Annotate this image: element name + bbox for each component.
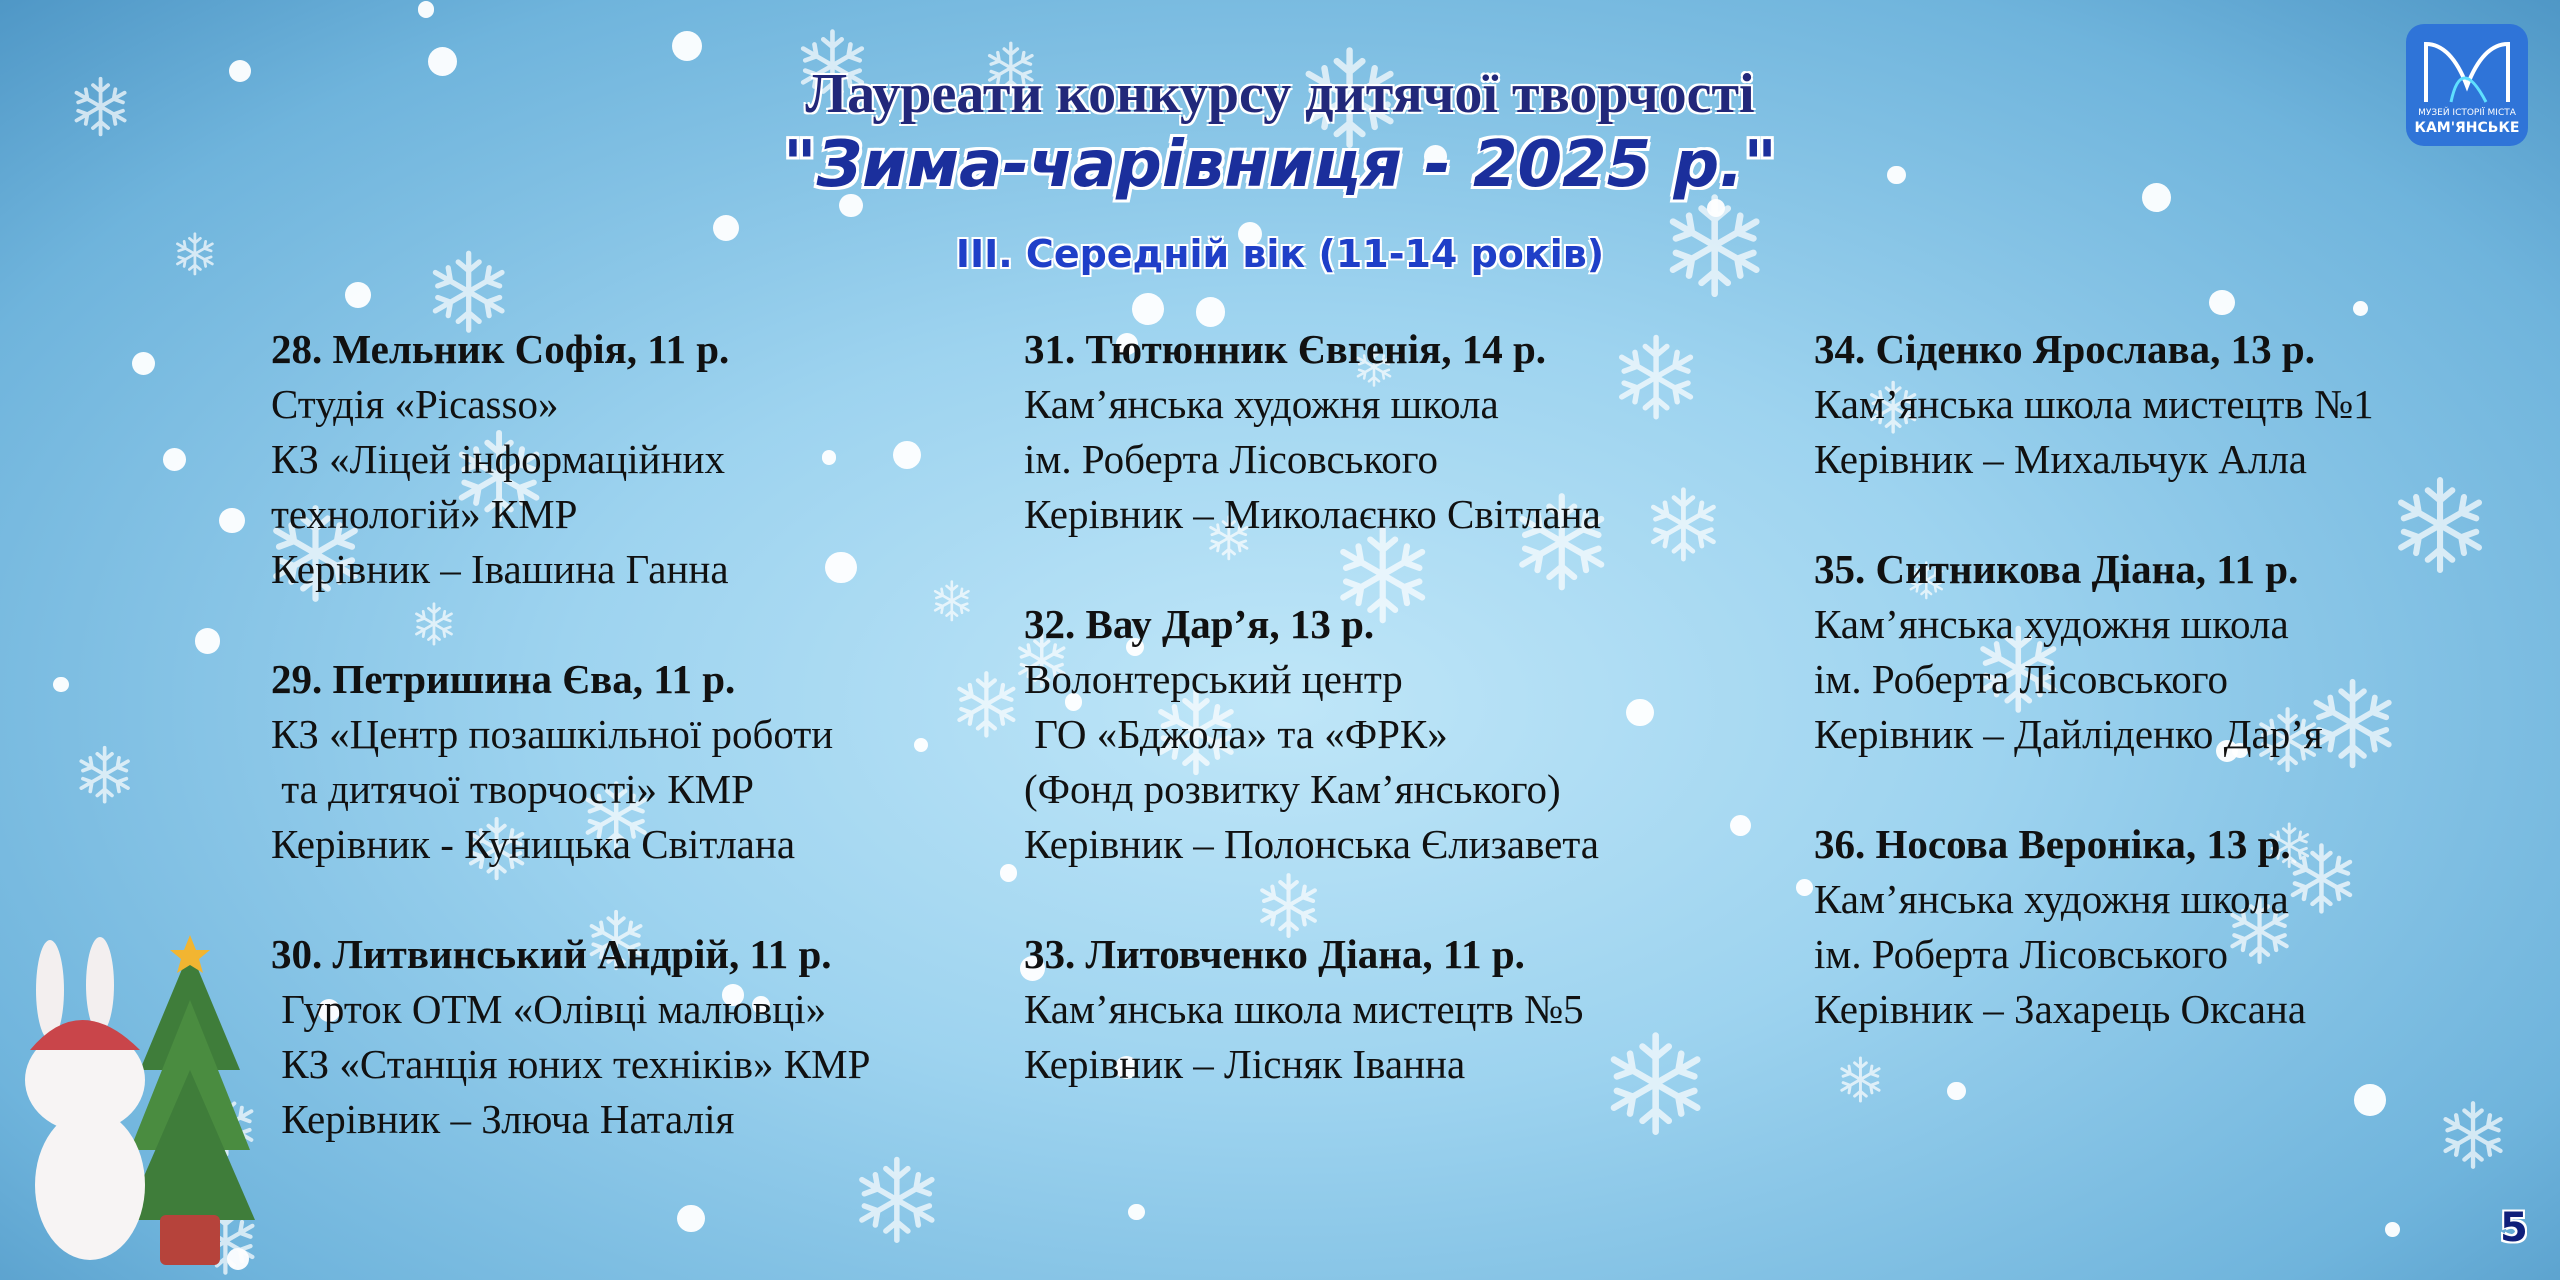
age-category: ІІІ. Середній вік (11-14 років) [955,232,1605,276]
laureate-entry [1814,817,2374,1037]
arch-logo-icon [2406,24,2528,114]
laureate-name: 29. Петришина Єва, 11 р. [271,656,736,702]
laureate-detail: Керівник – Миколаєнко Світлана [1024,491,1601,537]
snow-dot [672,31,702,61]
snow-dot [345,282,371,308]
laureate-entry [1814,322,2374,487]
laureate-detail: Керівник – Злюча Наталія [271,1096,735,1142]
snow-dot [1000,864,1018,882]
snowflake-icon [1644,485,1723,564]
snow-dot [1796,879,1813,896]
laureate-name: 31. Тютюнник Євгенія, 14 р. [1024,326,1547,372]
laureate-detail: Керівник – Лісняк Іванна [1024,1041,1466,1087]
snowflake-icon [930,579,974,623]
bunny-christmas-tree-illustration [10,930,260,1270]
laureate-detail: Кам’янська художня школа [1814,601,2289,647]
laureate-name: 36. Носова Вероніка, 13 р. [1814,821,2291,867]
laureate-detail: Кам’янська художня школа [1814,876,2289,922]
snow-dot [2209,290,2235,316]
laureate-name: 30. Литвинський Андрій, 11 р. [271,931,832,977]
snow-dot [219,508,244,533]
laureate-detail: Кам’янська художня школа [1024,381,1499,427]
laureate-detail: Керівник - Куницька Світлана [271,821,796,867]
snow-dot [53,677,68,692]
laureate-detail: Гурток ОТМ «Олівці малювці» [271,986,827,1032]
laureate-entry [271,927,870,1147]
laureate-detail: Керівник – Михальчук Алла [1814,436,2308,482]
column-right [1814,322,2374,1092]
laureate-detail: КЗ «Станція юних техніків» КМР [271,1041,871,1087]
snow-dot [2353,301,2368,316]
laureate-entry [1814,542,2374,762]
laureate-detail: КЗ «Ліцей інформаційних [271,436,725,482]
laureate-detail: Керівник – Полонська Єлизавета [1024,821,1599,867]
laureate-detail: Керівник – Дайліденко Дар’я [1814,711,2323,757]
laureate-entry [1024,927,1601,1092]
snowflake-icon [1601,1029,1710,1138]
laureate-name: 34. Сіденко Ярослава, 13 р. [1814,326,2315,372]
snow-dot [132,352,155,375]
laureate-detail: КЗ «Центр позашкільної роботи [271,711,834,757]
laureate-name: 33. Литовченко Діана, 11 р. [1024,931,1525,977]
laureate-name: 35. Ситникова Діана, 11 р. [1814,546,2299,592]
logo-text-top: МУЗЕЙ ІСТОРІЇ МІСТА [2418,108,2516,118]
laureate-detail: Студія «Picasso» [271,381,559,427]
snow-dot [163,448,186,471]
laureate-name: 28. Мельник Софія, 11 р. [271,326,730,372]
laureate-detail: (Фонд розвитку Кам’янського) [1024,766,1561,812]
laureate-entry [271,652,870,872]
snow-dot [2385,1222,2400,1237]
snow-dot [677,1205,704,1232]
laureate-entry [1024,322,1601,542]
laureate-detail: ім. Роберта Лісовського [1814,931,2229,977]
snow-dot [914,738,928,752]
laureate-detail: Кам’янська школа мистецтв №1 [1814,381,2374,427]
laureate-entry [1024,597,1601,872]
snowflake-icon [74,744,135,805]
snowflake-icon [1611,332,1701,422]
museum-logo [2406,24,2528,146]
laureate-detail: ГО «Бджола» та «ФРК» [1024,711,1448,757]
laureate-detail: ім. Роберта Лісовського [1814,656,2229,702]
page-number: 5 [2500,1205,2528,1251]
laureate-detail: Керівник – Івашина Ганна [271,546,729,592]
laureate-entry [271,322,870,597]
laureate-name: 32. Вау Дар’я, 13 р. [1024,601,1375,647]
snow-dot [1128,1204,1144,1220]
snowflake-icon [2437,1099,2509,1171]
logo-text-city: КАМ'ЯНСЬКЕ [2414,120,2520,136]
column-left [271,322,870,1202]
snow-dot [418,1,434,17]
snowflake-icon [2389,474,2491,576]
laureate-detail: та дитячої творчості» КМР [271,766,754,812]
snow-dot [893,441,921,469]
laureate-detail: Кам’янська школа мистецтв №5 [1024,986,1584,1032]
laureate-detail: технологій» КМР [271,491,578,537]
snow-dot [1132,293,1164,325]
snowflake-icon [951,669,1022,740]
snow-dot [1730,815,1751,836]
laureate-detail: ім. Роберта Лісовського [1024,436,1439,482]
page-title: Лауреати конкурсу дитячої творчості [805,63,1755,125]
contest-name: "Зима-чарівниця - 2025 р." [783,128,1777,202]
laureate-detail: Волонтерський центр [1024,656,1403,702]
laureate-detail: Керівник – Захарець Оксана [1814,986,2307,1032]
snow-dot [195,628,221,654]
column-middle [1024,322,1601,1147]
snow-dot [1626,699,1653,726]
